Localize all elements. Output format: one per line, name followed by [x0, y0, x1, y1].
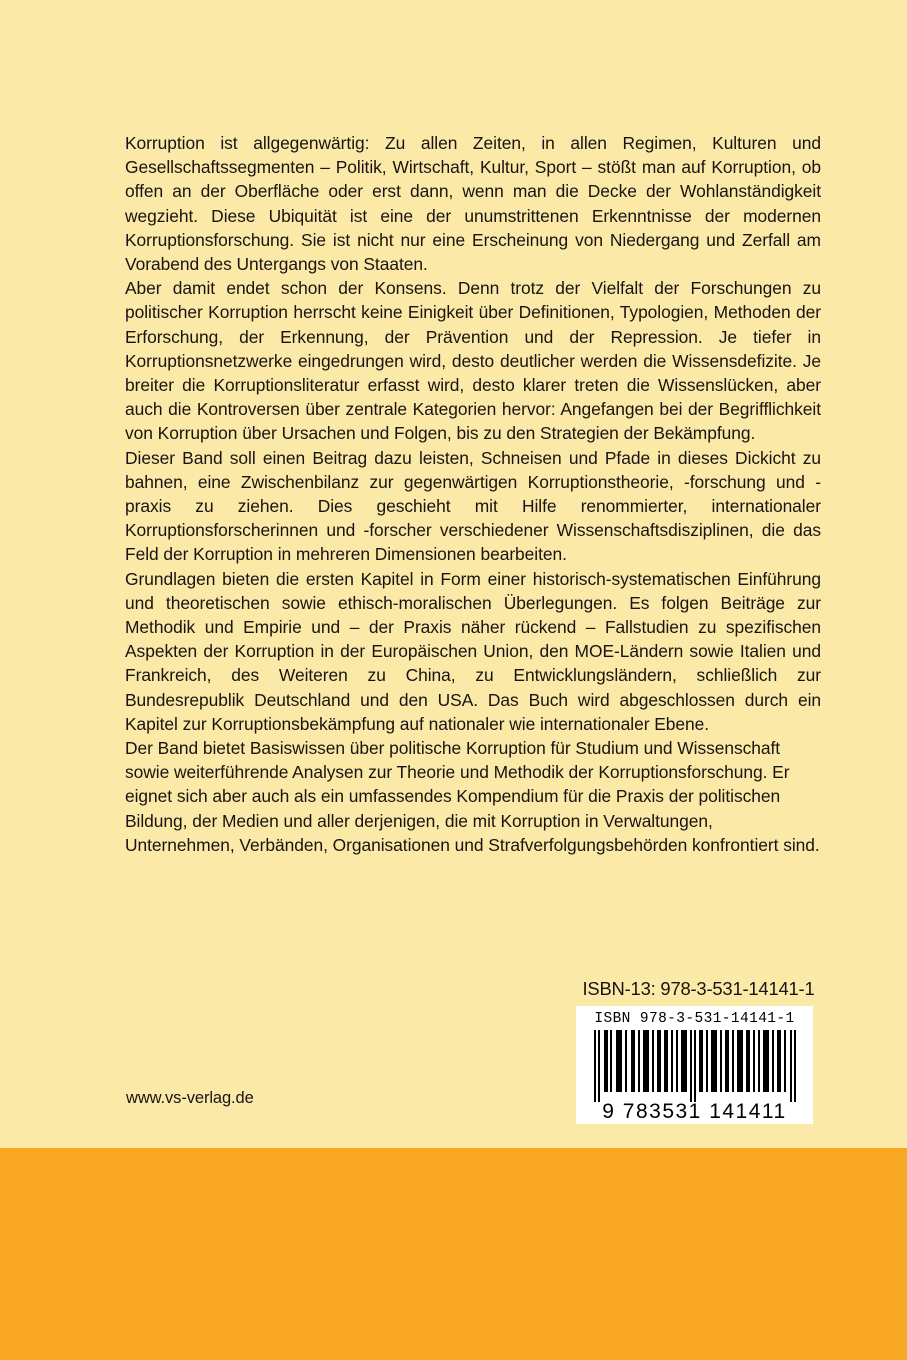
- blurb-paragraph-3: Dieser Band soll einen Beitrag dazu leisten, Schneisen und Pfade in dieses Dickicht zu bahnen, eine Zwischenbilanz zur gegenwärtigen Korruptionstheorie, -forschung und -praxis zu ziehen. Dies geschieht mit Hilfe renommierter, internationaler Korruptionsforscherinnen und -forscher verschiedener Wissenschaftsdisziplinen, die das Feld der Korruption in mehreren Dimensionen bearbeiten.: [125, 447, 821, 565]
- barcode-number-text: 9 783531 141411: [602, 1100, 787, 1123]
- barcode-bars-icon: [584, 1030, 805, 1102]
- blurb-paragraph-4: Grundlagen bieten die ersten Kapitel in Form einer historisch-systematischen Einführung und theoretischen sowie ethisch-moralischen Überlegungen. Es folgen Beiträge zur Methodik und Empirie und – der Praxis näher rückend – Fallstudien zu spezifischen Aspekten der Korruption in der Europäischen Union, den MOE-Ländern sowie Italien und Frankreich, des Weiteren zu China, zu Entwicklungsländern, schließlich zur Bundesrepublik Deutschland und den USA. Das Buch wird abgeschlossen durch ein Kapitel zur Korruptionsbekämpfung auf nationaler wie internationaler Ebene.: [125, 568, 821, 734]
- isbn-area: [576, 978, 821, 1124]
- blurb-paragraph-5: Der Band bietet Basiswissen über politische Korruption für Studium und Wissenschaft sowie weiterführende Analysen zur Theorie und Methodik der Korruptionsforschung. Er eignet sich aber auch als ein umfassendes Kompendium für die Praxis der politischen Bildung, der Medien und aller derjenigen, die mit Korruption in Verwaltungen, Unternehmen, Verbänden, Organisationen und Strafverfolgungsbehörden konfrontiert sind.: [125, 738, 820, 855]
- blurb-paragraph-2: Aber damit endet schon der Konsens. Denn trotz der Vielfalt der Forschungen zu politischer Korruption herrscht keine Einigkeit über Definitionen, Typologien, Methoden der Erforschung, der Erkennung, der Prävention und der Repression. Je tiefer in Korruptionsnetzwerke eingedrungen wird, desto deutlicher werden die Wissensdefizite. Je breiter die Korruptionsliteratur erfasst wird, desto klarer treten die Wissenslücken, aber auch die Kontroversen über zentrale Kategorien hervor: Angefangen bei der Begrifflichkeit von Korruption über Ursachen und Folgen, bis zu den Strategien der Bekämpfung.: [125, 278, 821, 444]
- bottom-color-band: [0, 1148, 907, 1360]
- publisher-website[interactable]: www.vs-verlag.de: [126, 1089, 254, 1107]
- blurb-paragraph-1: Korruption ist allgegenwärtig: Zu allen Zeiten, in allen Regimen, Kulturen und Gesellschaftssegmenten – Politik, Wirtschaft, Kultur, Sport – stößt man auf Korruption, ob offen an der Oberfläche oder erst dann, wenn man die Decke der Wohlanständigkeit wegzieht. Diese Ubiquität ist eine der unumstrittenen Erkenntnisse der modernen Korruptionsforschung. Sie ist nicht nur eine Erscheinung von Niedergang und Zerfall am Vorabend des Untergangs von Staaten.: [125, 133, 821, 275]
- isbn-13-label: ISBN-13: 978-3-531-14141-1: [582, 978, 815, 999]
- barcode-isbn-text: ISBN 978-3-531-14141-1: [594, 1011, 795, 1027]
- blurb-text-block: [125, 131, 821, 857]
- barcode-box: [576, 1006, 813, 1124]
